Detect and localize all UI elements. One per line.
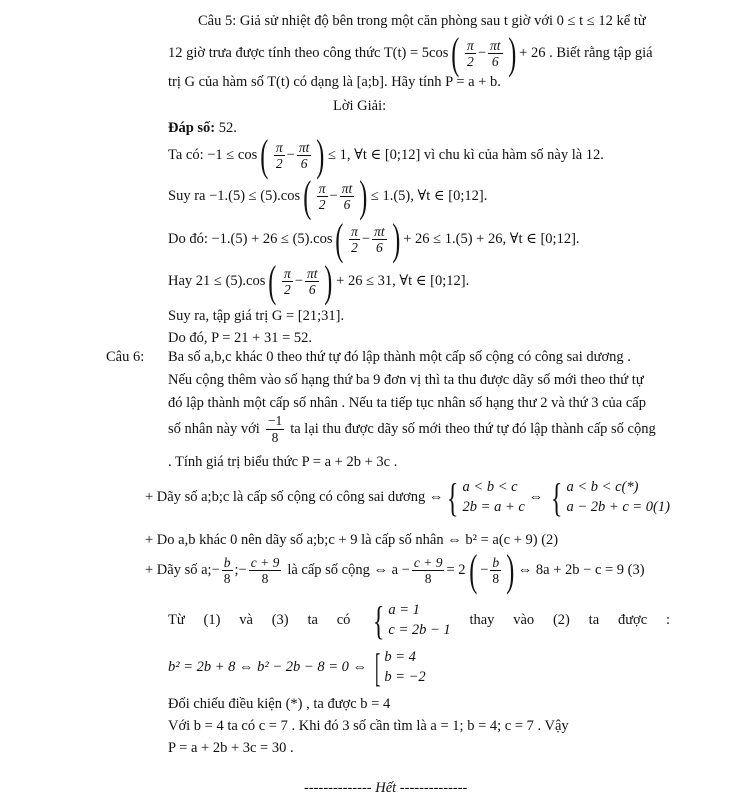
q6-paragraph-3: đó lập thành một cấp số nhân . Nếu ta tiếp tục nhân số hạng thư 2 và thứ 3 của cấp [168, 395, 646, 411]
q6-solution-2: + Do a,b khác 0 nên dãy số a;b;c + 9 là cấp số nhân ⇔ b² = a(c + 9) (2) [145, 532, 559, 548]
q5-question: trị G của hàm số T(t) có dạng là [a;b]. Hãy tính P = a + b. [168, 74, 501, 90]
q5-step1: Ta có: −1 ≤ cos ( π 2 − $\frac{\pi t}{6}$ ) ≤ 1, ∀t ∈ [0;12] vì chu kì của hàm số này là 12. [168, 131, 604, 180]
q6-solution-6: Đối chiếu điều kiện (*) , ta được b = 4 [168, 696, 391, 712]
solution-title: Lời Giải: [333, 98, 387, 114]
end-marker: -------------- Hết -------------- [304, 780, 468, 796]
q5-formula-line: 12 giờ trưa được tính theo công thức T(t) = 5cos ( π 2 − $\frac{\pi t}{6}$ ) + 26 . Biết rằng tập giá [168, 29, 653, 78]
q5-step2: Suy ra −1.(5) ≤ (5).cos ( π 2 − $\frac{\pi t}{6}$ ) ≤ 1.(5), ∀t ∈ [0;12]. [168, 172, 488, 221]
q6-paragraph-2: Nếu cộng thêm vào số hạng thứ ba 9 đơn vị thì ta thu được dãy số mới theo thứ tự [168, 372, 644, 388]
q6-solution-4: Từ (1) và (3) ta có { a = 1 c = 2b − 1 thay vào (2) ta được : [168, 597, 670, 643]
q6-label: Câu 6: [106, 349, 145, 365]
q6-paragraph-4: số nhân này với −1 8 ta lại thu được dãy số mới theo thứ tự đó lập thành cấp số cộng [168, 413, 656, 445]
q6-solution-3: + Dãy số a;− $\frac{b}{8}$ ;− $\frac{c + 9}{8}$ là cấp số cộng ⇔ a − $\frac{c + 9}{8}$ = 2 ( − $\frac{b}{8}$ ) ⇔ 8a + 2b − c = 9 (3) [145, 546, 645, 595]
q5-step6: Do đó, P = 21 + 31 = 52. [168, 330, 313, 346]
q6-paragraph-5: . Tính giá trị biểu thức P = a + 2b + 3c . [168, 454, 398, 470]
q6-solution-5: b² = 2b + 8 ⇔ b² − 2b − 8 = 0 ⇔ [ b = 4 b = −2 [168, 644, 426, 690]
answer-line: Đáp số: 52. [168, 120, 237, 136]
q5-step5: Suy ra, tập giá trị G = [21;31]. [168, 308, 345, 324]
q6-paragraph-1: Ba số a,b,c khác 0 theo thứ tự đó lập thành một cấp số cộng có công sai dương . [168, 349, 631, 365]
q5-step3: Do đó: −1.(5) + 26 ≤ (5).cos ( π 2 − $\frac{\pi t}{6}$ ) + 26 ≤ 1.(5) + 26, ∀t ∈ [0;12]. [168, 215, 580, 264]
q6-solution-8: P = a + 2b + 3c = 30 . [168, 740, 294, 756]
q6-solution-1: + Dãy số a;b;c là cấp số cộng có công sai dương ⇔ { a < b < c 2b = a + c ⇔ { a < b < c(*) a − 2b + c = 0(1) [145, 474, 670, 520]
q5-intro: Câu 5: Giả sử nhiệt độ bên trong một căn phòng sau t giờ với 0 ≤ t ≤ 12 kể từ [198, 13, 646, 29]
q6-solution-7: Với b = 4 ta có c = 7 . Khi đó 3 số cần tìm là a = 1; b = 4; c = 7 . Vậy [168, 718, 569, 734]
q5-step4: Hay 21 ≤ (5).cos ( π 2 − $\frac{\pi t}{6}$ ) + 26 ≤ 31, ∀t ∈ [0;12]. [168, 257, 470, 306]
